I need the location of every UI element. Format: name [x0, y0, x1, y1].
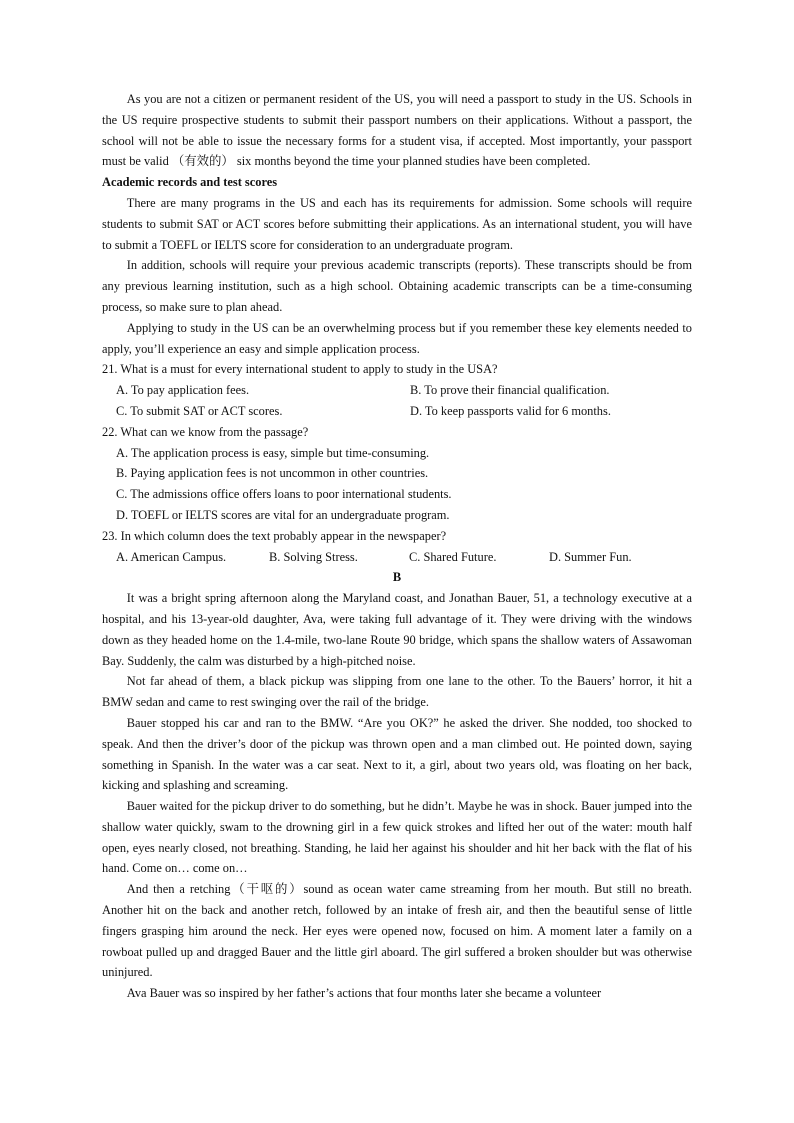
option-a: A. The application process is easy, simple but time-consuming. — [116, 445, 430, 460]
question-stem: 21. What is a must for every international student to apply to study in the USA? — [102, 362, 498, 377]
question-21 — [102, 359, 692, 421]
section-b-label: B — [392, 570, 402, 585]
option-list — [102, 380, 692, 422]
passage-b-paragraph-3: Bauer stopped his car and ran to the BMW. “Are you OK?” he asked the driver. She nodded, too shocked to speak. And then the driver’s door of the pickup was thrown open and a man climbed out. He pointed down, saying something in Spanish. In the water was a car seat. Next to it, a girl, about two years old, was floating on her back, kicking and splashing and screaming. — [102, 715, 692, 793]
question-stem: 23. In which column does the text probably appear in the newspaper? — [102, 528, 447, 543]
option-c: C. To submit SAT or ACT scores. — [116, 403, 283, 418]
passage-b-paragraph-6: Ava Bauer was so inspired by her father’s actions that four months later she became a volunteer — [126, 986, 602, 1001]
question-23 — [102, 526, 692, 568]
section-heading: Academic records and test scores — [102, 175, 278, 190]
option-list — [102, 547, 692, 568]
option-c: C. The admissions office offers loans to poor international students. — [116, 487, 452, 502]
option-b: B. Paying application fees is not uncommon in other countries. — [116, 466, 429, 481]
option-a: A. To pay application fees. — [116, 383, 250, 398]
passage-b-paragraph-2: Not far ahead of them, a black pickup was slipping from one lane to the other. To the Bauers’ horror, it hit a BMW sedan and came to rest swinging over the rail of the bridge. — [102, 674, 692, 710]
option-b: B. To prove their financial qualification. — [410, 383, 610, 398]
option-list — [102, 443, 692, 526]
option-a: A. American Campus. — [116, 549, 227, 564]
question-stem: 22. What can we know from the passage? — [102, 424, 309, 439]
passage-a-paragraph-3: In addition, schools will require your previous academic transcripts (reports). These transcripts should be from any previous learning institution, such as a high school. Obtaining academic transcripts can be a time-consuming process, so make sure to plan ahead. — [102, 258, 692, 314]
option-c: C. Shared Future. — [409, 549, 497, 564]
option-b: B. Solving Stress. — [269, 549, 358, 564]
option-d: D. TOEFL or IELTS scores are vital for an undergraduate program. — [116, 507, 450, 522]
passage-a-paragraph-2: There are many programs in the US and each has its requirements for admission. Some schools will require students to submit SAT or ACT scores before submitting their applications. As an international student, you will have to submit a TOEFL or IELTS score for consideration to an undergraduate program. — [102, 195, 692, 252]
option-d: D. Summer Fun. — [549, 549, 632, 564]
option-d: D. To keep passports valid for 6 months. — [410, 403, 611, 418]
passage-a-paragraph-4: Applying to study in the US can be an overwhelming process but if you remember these key elements needed to apply, you’ll experience an easy and simple application process. — [102, 320, 692, 356]
passage-b-paragraph-5: And then a retching（干呕的）sound as ocean water came streaming from her mouth. But still no breath. Another hit on the back and another retch, followed by an intake of fresh air, and then the beautiful sense of little fingers grasping him around the neck. Her eyes were opened now, focused on him. A moment later a family on a rowboat pulled up and dragged Bauer and the little girl aboard. The girl suffered a broken shoulder but was otherwise uninjured. — [102, 882, 692, 980]
question-22 — [102, 422, 692, 526]
passage-b-paragraph-1: It was a bright spring afternoon along the Maryland coast, and Jonathan Bauer, 51, a technology executive at a hospital, and his 13-year-old daughter, Ava, were taking full advantage of it. They were driving with the windows down as they headed home on the 1.4-mile, two-lane Route 90 bridge, which spans the shallow waters of Assawoman Bay. Suddenly, the calm was disturbed by a high-pitched noise. — [102, 591, 692, 668]
passage-b-paragraph-4: Bauer waited for the pickup driver to do something, but he didn’t. Maybe he was in shock. Bauer jumped into the shallow water quickly, swam to the drowning girl in a few quick strokes and lifted her out of the water: mouth half open, eyes nearly closed, not breathing. Standing, he laid her against his shoulder and hit her back with the flat of his hand. Come on… come on… — [102, 799, 692, 876]
passage-a-paragraph-1: As you are not a citizen or permanent resident of the US, you will need a passport to study in the US. Schools in the US require prospective students to submit their passport numbers on their applications. Without a passport, the school will not be able to issue the necessary forms for a student visa, if accepted. Most importantly, your passport must be valid （有效的） six months beyond the time your planned studies have been completed. — [102, 92, 692, 169]
